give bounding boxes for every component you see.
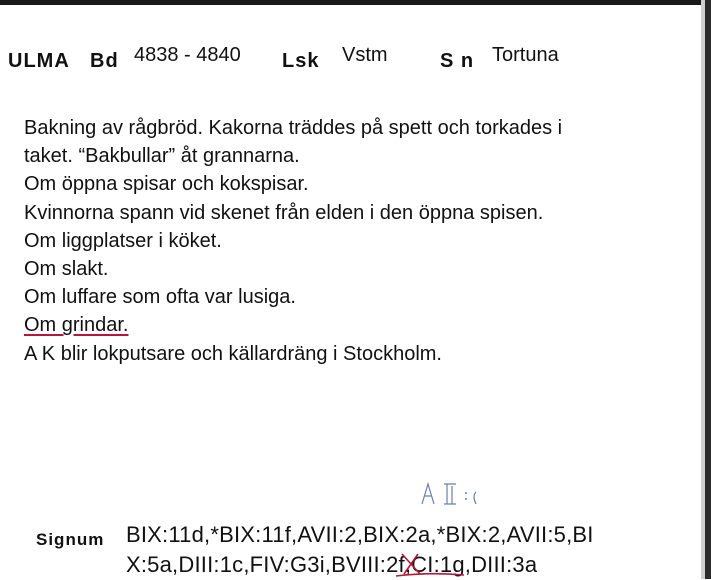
red-correction-mark: [394, 548, 466, 579]
signum-line-1: BIX:11d,*BIX:11f,AVII:2,BIX:2a,*BIX:2,AVII:5,BI: [126, 522, 594, 547]
body-line: Bakning av rågbröd. Kakorna träddes på spett och torkades i: [24, 117, 563, 139]
sn-label: S n: [440, 50, 475, 72]
body-line: taket. “Bakbullar” åt grannarna.: [24, 145, 300, 168]
card-body: [24, 114, 664, 368]
bd-label: Bd: [90, 50, 119, 72]
right-border: [705, 0, 711, 579]
sn-value: Tortuna: [492, 44, 559, 66]
body-line-underlined: Om grindar.: [24, 314, 129, 337]
body-line: Kvinnorna spann vid skenet från elden i den öppna spisen.: [24, 201, 544, 224]
top-border: [0, 0, 711, 5]
body-line: A K blir lokputsare och källardräng i Stockholm.: [24, 342, 442, 365]
signum-line-2: X:5a,DIII:1c,FIV:G3i,BVIII:2f,CI:1g,DIII:3a: [126, 552, 538, 577]
signum-label: Signum: [36, 530, 105, 549]
ulma-label: ULMA: [8, 50, 70, 72]
body-line: Om slakt.: [24, 258, 109, 281]
lsk-label: Lsk: [282, 50, 320, 72]
bd-value: 4838 - 4840: [134, 44, 241, 66]
body-line: Om luffare som ofta var lusiga.: [24, 286, 296, 309]
pencil-annotation: [414, 480, 504, 510]
lsk-value: Vstm: [342, 44, 388, 66]
body-line: Om öppna spisar och kokspisar.: [24, 173, 309, 196]
body-line: Om liggplatser i köket.: [24, 229, 222, 252]
